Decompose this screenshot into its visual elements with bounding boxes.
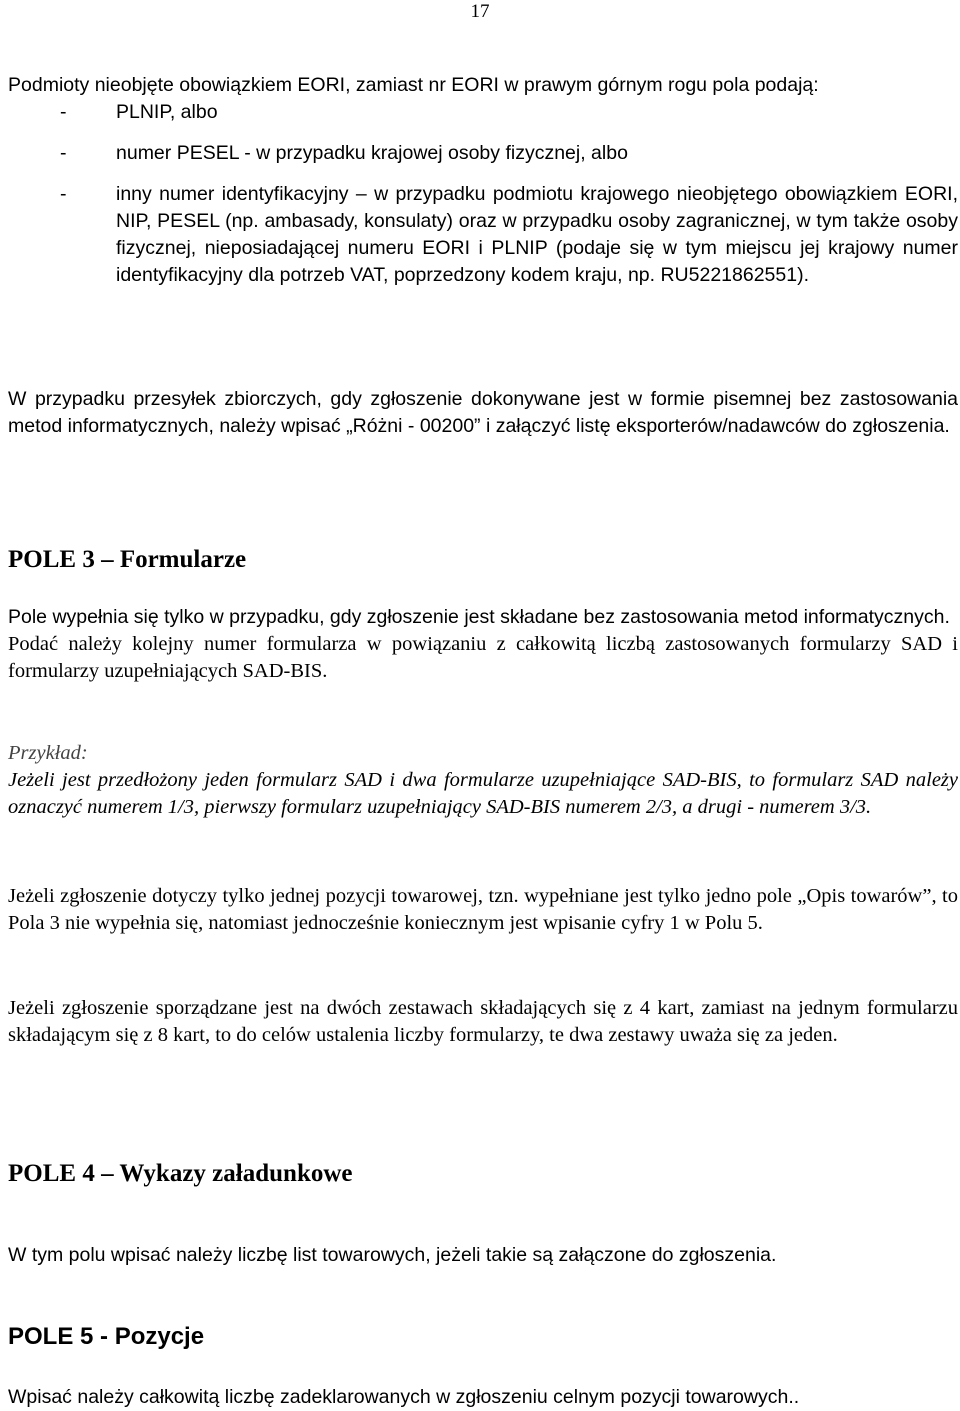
pole5-body [8, 1384, 958, 1411]
list-item [8, 99, 958, 126]
page-number: 17 [470, 1, 490, 22]
collective-shipments-paragraph: W przypadku przesyłek zbiorczych, gdy zgłoszenie dokonywane jest w formie pisemnej bez zastosowania metod informatycznych, należy wpisać „Różni - 00200” i załączyć listę eksporterów/nadawców do zgłoszenia. [8, 388, 958, 437]
pole4-section [8, 1160, 958, 1187]
list-item [8, 140, 958, 167]
eori-section [8, 72, 958, 289]
list-item-text: PLNIP, albo [116, 101, 218, 123]
pole5-paragraph: Wpisać należy całkowitą liczbę zadeklarowanych w zgłoszeniu celnym pozycji towarowych.. [8, 1386, 800, 1408]
list-item [8, 181, 958, 289]
pole5-heading: POLE 5 - Pozycje [8, 1323, 205, 1350]
pole4-heading: POLE 4 – Wykazy załadunkowe [8, 1160, 353, 1187]
pole5-section [8, 1323, 958, 1350]
example-label: Przykład: [8, 742, 88, 764]
pole3-section [8, 546, 958, 573]
list-dash: - [60, 183, 67, 205]
pole3-example [8, 740, 958, 821]
list-dash: - [60, 101, 67, 123]
eori-intro: Podmioty nieobjęte obowiązkiem EORI, zamiast nr EORI w prawym górnym rogu pola podają: [8, 74, 819, 96]
pole3-paragraph-4: Jeżeli zgłoszenie sporządzane jest na dwóch zestawach składających się z 4 kart, zamiast na jednym formularzu składającym się z 8 kart, to do celów ustalenia liczby formularzy, te dwa zestawy uważa się za jeden. [8, 997, 958, 1046]
pole3-paragraph-1: Pole wypełnia się tylko w przypadku, gdy zgłoszenie jest składane bez zastosowania metod informatycznych. [8, 606, 950, 628]
pole3-body [8, 604, 958, 685]
list-dash: - [60, 142, 67, 164]
pole4-paragraph: W tym polu wpisać należy liczbę list towarowych, jeżeli takie są załączone do zgłoszenia. [8, 1244, 777, 1266]
pole3-heading: POLE 3 – Formularze [8, 546, 247, 573]
list-item-text: numer PESEL - w przypadku krajowej osoby fizycznej, albo [116, 142, 628, 164]
pole3-paragraph-3: Jeżeli zgłoszenie dotyczy tylko jednej pozycji towarowej, tzn. wypełniane jest tylko jedno pole „Opis towarów”, to Pola 3 nie wypełnia się, natomiast jednocześnie koniecznym jest wpisanie cyfry 1 w Polu 5. [8, 885, 958, 934]
eori-list [8, 99, 958, 289]
pole3-paragraph-2: Podać należy kolejny numer formularza w powiązaniu z całkowitą liczbą zastosowanych formularzy SAD i formularzy uzupełniających SAD-BIS. [8, 633, 958, 682]
example-text: Jeżeli jest przedłożony jeden formularz SAD i dwa formularze uzupełniające SAD-BIS, to formularz SAD należy oznaczyć numerem 1/3, pierwszy formularz uzupełniający SAD-BIS numerem 2/3, a drugi - numerem 3/3. [8, 769, 958, 818]
pole4-body [8, 1242, 958, 1269]
list-item-text: inny numer identyfikacyjny – w przypadku podmiotu krajowego nieobjętego obowiązkiem EORI, NIP, PESEL (np. ambasady, konsulaty) oraz w przypadku osoby zagranicznej, w tym także osoby fizycznej, nieposiadającej numeru EORI i PLNIP (podaje się w tym miejscu jej krajowy numer identyfikacyjny dla potrzeb VAT, poprzedzony kodem kraju, np. RU5221862551). [116, 183, 958, 286]
